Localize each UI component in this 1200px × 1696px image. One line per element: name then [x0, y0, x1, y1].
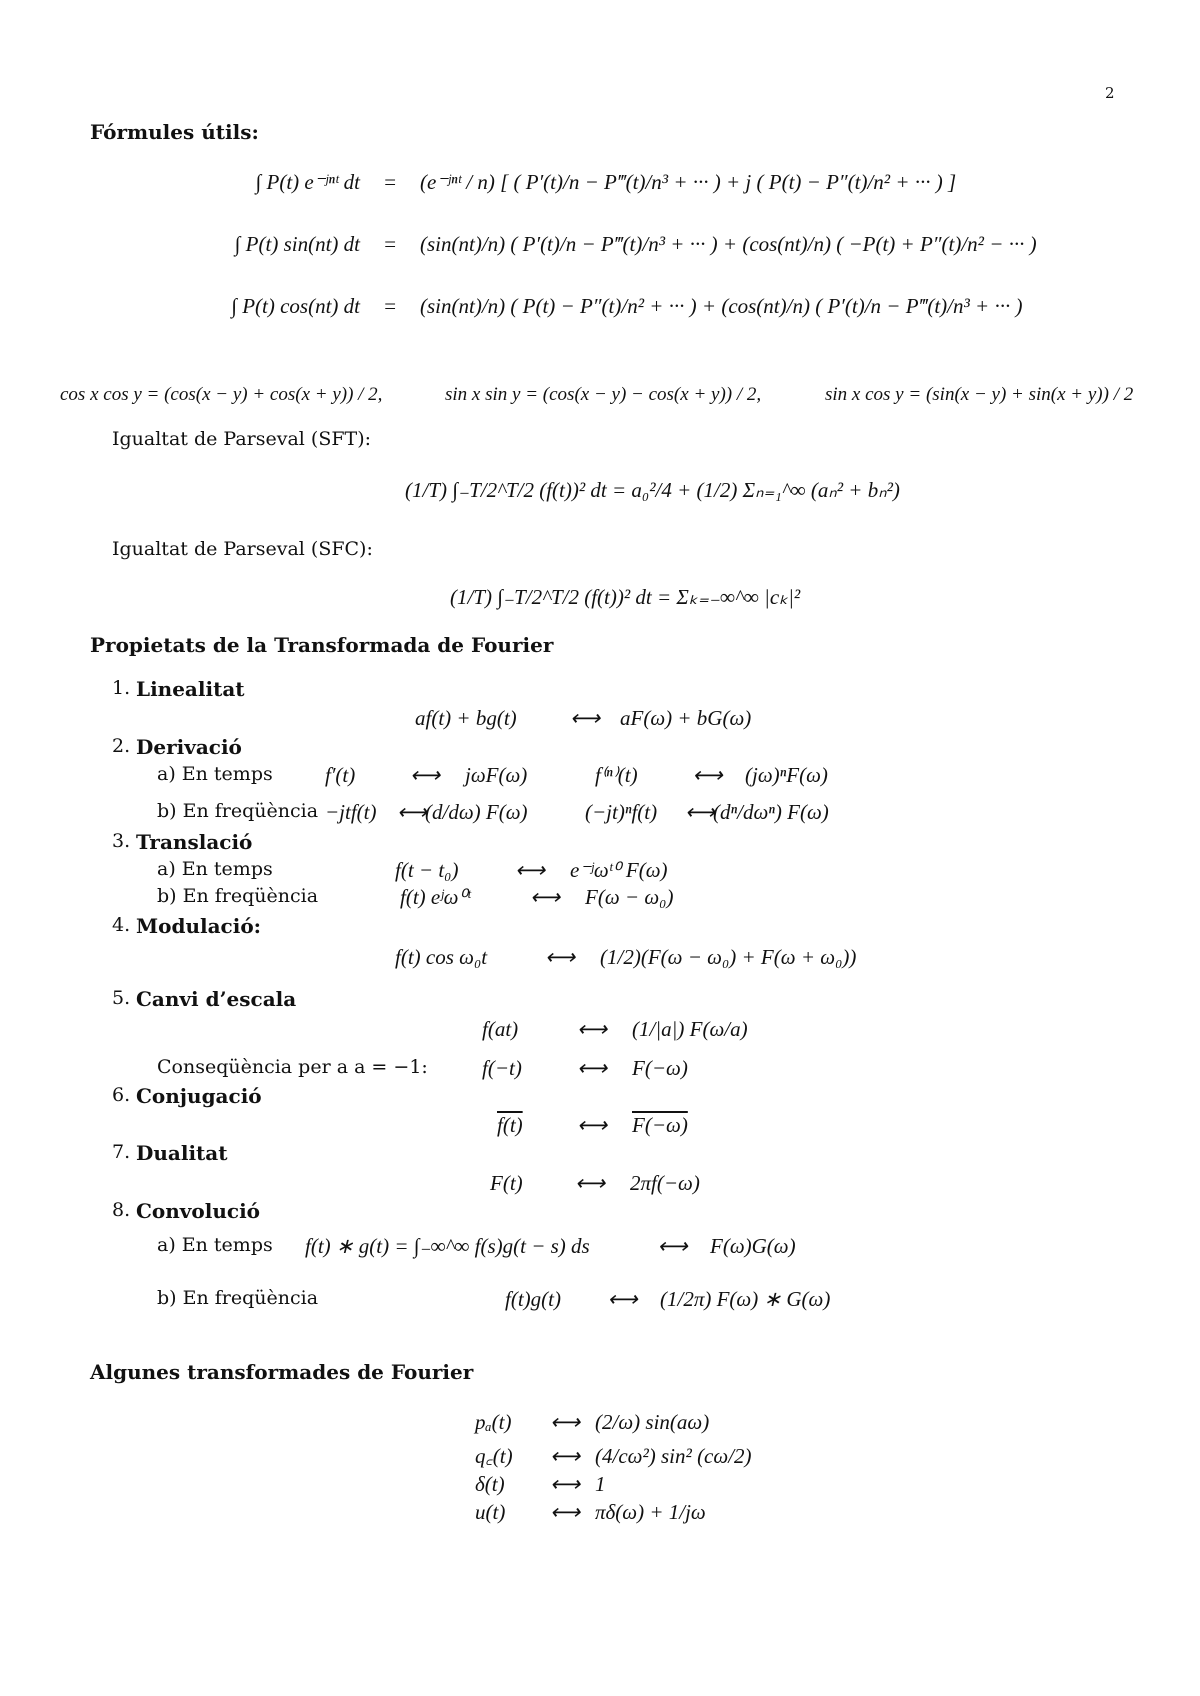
integral-rel: =: [382, 170, 398, 194]
property-number: 4.: [112, 914, 131, 936]
property-formula: [325, 800, 829, 825]
property-number: 6.: [112, 1084, 131, 1106]
formula-rel: ⟷: [514, 858, 546, 882]
property-formula: [305, 1234, 796, 1259]
property-number: 1.: [112, 677, 131, 699]
formula-lhs: f⁽ⁿ⁾(t): [595, 763, 638, 787]
formula-lhs: −jtf(t): [325, 800, 377, 824]
property-title: Modulació:: [136, 914, 262, 938]
formula-rel: ⟷: [576, 1056, 608, 1080]
formula-rel: ⟷: [576, 1113, 608, 1137]
integral-lhs: ∫ P(t) sin(nt) dt: [234, 232, 360, 256]
formula-rhs: (jω)ⁿF(ω): [745, 763, 828, 787]
integral-row: [170, 170, 1050, 195]
formula-lhs: f(t) cos ω₀t: [395, 945, 488, 969]
formula-lhs: f′(t): [325, 763, 356, 787]
transforms-heading: Algunes transformades de Fourier: [90, 1360, 474, 1384]
transform-rel: ⟷: [549, 1410, 581, 1434]
formula-rhs: (dⁿ/dωⁿ) F(ω): [713, 800, 829, 824]
formula-rhs: jωF(ω): [465, 763, 528, 787]
property-formula: [482, 1056, 688, 1081]
transform-rhs: 1: [595, 1472, 606, 1496]
property-formula: [395, 945, 856, 970]
formula-rel: ⟷: [529, 885, 561, 909]
row-label: a) En temps: [157, 1234, 273, 1256]
row-label: b) En freqüència: [157, 1287, 319, 1309]
property-formula: [505, 1287, 830, 1312]
formula-rhs: (1/|a|) F(ω/a): [632, 1017, 748, 1041]
transform-lhs: q꜀(t): [475, 1444, 513, 1468]
integral-row: [170, 232, 1050, 257]
transform-rel: ⟷: [549, 1472, 581, 1496]
integral-rhs: (sin(nt)/n) ( P′(t)/n − P‴(t)/n³ + ··· ) + (cos(nt)/n) ( −P(t) + P″(t)/n² − ··· ): [420, 232, 1037, 256]
integral-row: [170, 294, 1050, 319]
formula-lhs: F(t): [490, 1171, 523, 1195]
property-number: 5.: [112, 987, 131, 1009]
formula-rhs: aF(ω) + bG(ω): [620, 706, 752, 730]
formulas-heading: Fórmules útils:: [90, 120, 259, 144]
parseval-sfc-formula: (1/T) ∫₋T/2^T/2 (f(t))² dt = Σₖ₌₋∞^∞ |cₖ|²: [450, 585, 801, 609]
formula-rel: ⟷: [574, 1171, 606, 1195]
formula-lhs: af(t) + bg(t): [415, 706, 517, 730]
parseval-sfc-label: Igualtat de Parseval (SFC):: [112, 538, 373, 560]
formula-rhs: F(ω − ω₀): [585, 885, 674, 909]
transform-rhs: (2/ω) sin(aω): [595, 1410, 710, 1434]
property-formula: [395, 858, 668, 883]
property-title: Canvi d’escala: [136, 987, 297, 1011]
property-formula: [482, 1017, 748, 1042]
property-title: Dualitat: [136, 1141, 228, 1165]
property-number: 7.: [112, 1141, 131, 1163]
property-number: 8.: [112, 1199, 131, 1221]
integral-lhs: ∫ P(t) cos(nt) dt: [231, 294, 360, 318]
property-title: Translació: [136, 830, 253, 854]
property-formula: [325, 763, 828, 788]
formula-rel: ⟷: [569, 706, 601, 730]
formula-lhs: f(t) ∗ g(t) = ∫₋∞^∞ f(s)g(t − s) ds: [305, 1234, 590, 1258]
transform-lhs: pₐ(t): [475, 1410, 512, 1434]
property-title: Conjugació: [136, 1084, 262, 1108]
integral-rhs: (e⁻ʲⁿᵗ / n) [ ( P′(t)/n − P‴(t)/n³ + ··· ) + j ( P(t) − P″(t)/n² + ··· ) ]: [420, 170, 957, 194]
formula-lhs: (−jt)ⁿf(t): [585, 800, 658, 824]
property-number: 3.: [112, 830, 131, 852]
property-formula: [415, 706, 751, 731]
formula-rhs: e⁻ʲωᵗ⁰ F(ω): [570, 858, 668, 882]
formula-lhs: f(at): [482, 1017, 519, 1041]
property-title: Convolució: [136, 1199, 261, 1223]
page-number: 2: [1105, 84, 1115, 102]
row-label: Conseqüència per a a = −1:: [157, 1056, 428, 1078]
formula-rhs: (1/2)(F(ω − ω₀) + F(ω + ω₀)): [600, 945, 857, 969]
property-number: 2.: [112, 735, 131, 757]
formula-rhs: F(−ω): [632, 1056, 688, 1080]
row-label: b) En freqüència: [157, 885, 319, 907]
integral-lhs: ∫ P(t) e⁻ʲⁿᵗ dt: [255, 170, 360, 194]
trig-identity: sin x cos y = (sin(x − y) + sin(x + y)) / 2: [825, 384, 1134, 405]
formula-lhs: f(−t): [482, 1056, 522, 1080]
integral-rel: =: [382, 232, 398, 256]
property-title: Derivació: [136, 735, 242, 759]
formula-rel: ⟷: [685, 800, 716, 824]
formula-lhs: f(t)g(t): [505, 1287, 561, 1311]
parseval-sft-label: Igualtat de Parseval (SFT):: [112, 428, 372, 450]
integral-rel: =: [382, 294, 398, 318]
transform-rhs: (4/cω²) sin² (cω/2): [595, 1443, 752, 1468]
transform-rel: ⟷: [549, 1500, 581, 1524]
property-formula: [497, 1113, 688, 1138]
formula-lhs: f(t − t₀): [395, 858, 459, 882]
formula-rel: ⟷: [576, 1017, 608, 1041]
formula-lhs: f(t) eʲω⁰ᵗ: [400, 885, 471, 909]
transform-rhs: πδ(ω) + 1/jω: [595, 1500, 706, 1524]
formula-rhs: 2πf(−ω): [630, 1171, 700, 1195]
formula-rel: ⟷: [397, 800, 428, 824]
property-formula: [490, 1171, 700, 1196]
trig-identity: sin x sin y = (cos(x − y) − cos(x + y)) / 2,: [445, 384, 762, 405]
transform-row: [475, 1472, 606, 1497]
formula-rhs: (d/dω) F(ω): [425, 800, 528, 824]
transform-lhs: δ(t): [475, 1472, 505, 1496]
formula-rhs: (1/2π) F(ω) ∗ G(ω): [660, 1287, 831, 1311]
formula-rel: ⟷: [409, 763, 441, 787]
parseval-sft-formula: (1/T) ∫₋T/2^T/2 (f(t))² dt = a₀²/4 + (1/2) Σₙ₌₁^∞ (aₙ² + bₙ²): [405, 478, 900, 502]
trig-identity: cos x cos y = (cos(x − y) + cos(x + y)) / 2,: [60, 384, 383, 405]
row-label: a) En temps: [157, 858, 273, 880]
transform-row: [475, 1500, 706, 1525]
transform-rel: ⟷: [549, 1443, 581, 1468]
formula-rhs: F(−ω): [632, 1113, 688, 1137]
transform-row: [475, 1442, 752, 1470]
property-title: Linealitat: [136, 677, 245, 701]
property-formula: [400, 885, 673, 910]
formula-rel: ⟷: [692, 763, 723, 787]
row-label: b) En freqüència: [157, 800, 319, 822]
integral-rhs: (sin(nt)/n) ( P(t) − P″(t)/n² + ··· ) + (cos(nt)/n) ( P′(t)/n − P‴(t)/n³ + ··· ): [420, 294, 1023, 318]
transform-row: [475, 1410, 709, 1435]
formula-rel: ⟷: [657, 1234, 688, 1258]
formula-lhs: f(t): [497, 1113, 523, 1137]
properties-heading: Propietats de la Transformada de Fourier: [90, 633, 554, 657]
transform-lhs: u(t): [475, 1500, 506, 1524]
formula-rel: ⟷: [544, 945, 576, 969]
formula-rhs: F(ω)G(ω): [710, 1234, 796, 1258]
row-label: a) En temps: [157, 763, 273, 785]
formula-rel: ⟷: [607, 1287, 638, 1311]
